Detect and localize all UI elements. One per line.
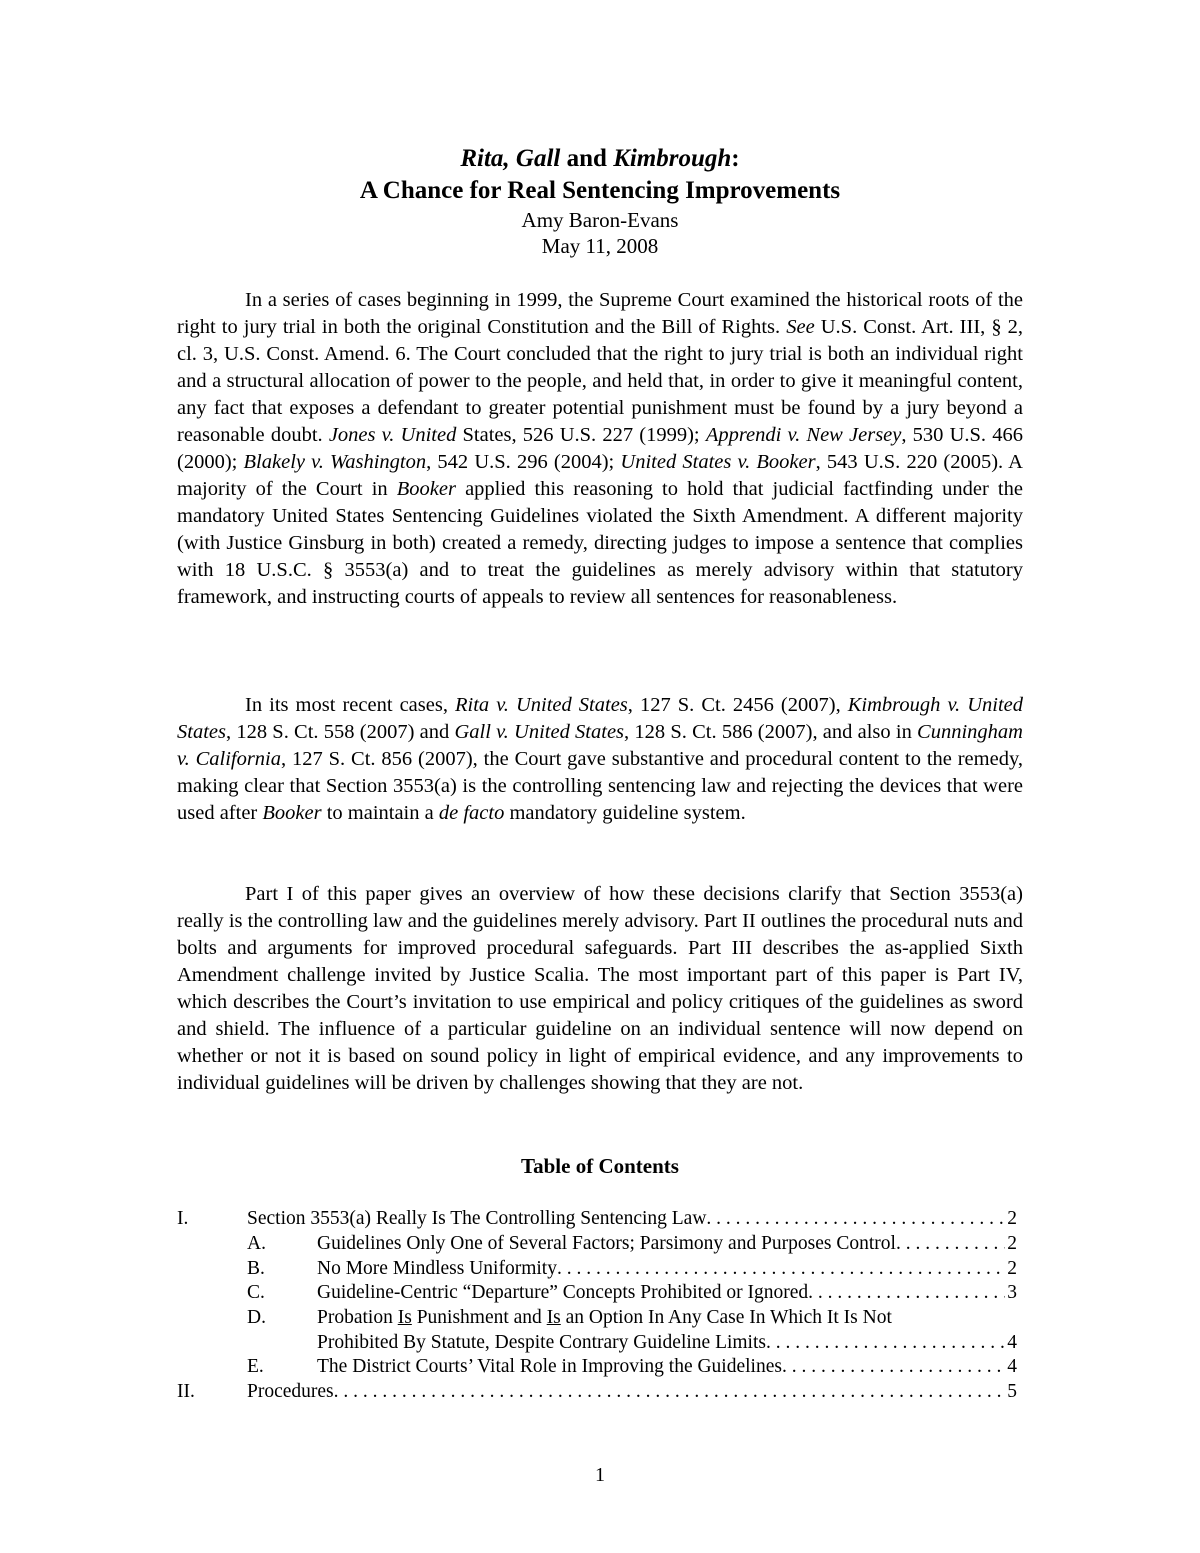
toc-page: 4 [1007,1332,1017,1353]
toc-text: Prohibited By Statute, Despite Contrary Guideline Limits [317,1332,766,1353]
toc-page: 2 [1007,1233,1017,1254]
title-and: and [560,145,614,172]
toc-number: E. [247,1356,264,1377]
italic-run: de facto [438,802,505,824]
toc-number: II. [177,1381,195,1402]
underlined-is: Is [397,1307,412,1328]
toc-leader [706,1207,1005,1231]
text-run: In its most recent cases, [245,694,455,716]
title-block [0,143,1200,259]
toc-entry-line [317,1355,1017,1379]
toc-page: 2 [1007,1208,1017,1229]
toc-page: 3 [1007,1282,1017,1303]
title-case-name-kimbrough: Kimbrough [613,145,732,172]
toc-text: Guideline-Centric “Departure” Concepts Prohibited or Ignored [317,1282,809,1303]
toc-leader [334,1380,1006,1404]
toc-text [317,1306,892,1330]
case-citation: Kimbrough v. United States [177,694,1023,743]
text-run: Probation [317,1307,398,1328]
toc-leader [557,1257,1005,1281]
case-citation: Booker [262,802,322,824]
toc-entry-line [317,1281,1017,1305]
case-citation: Blakely v. Washington [243,451,427,473]
toc-leader [896,1232,1005,1256]
toc-entry-line [317,1257,1017,1281]
toc-leader [766,1331,1005,1355]
underlined-is: Is [546,1307,561,1328]
toc-text: The District Courts’ Vital Role in Improving the Guidelines [317,1356,782,1377]
toc-leader [808,1281,1005,1305]
case-citation: Booker [396,478,456,500]
toc-heading: Table of Contents [521,1154,679,1178]
toc-number: B. [247,1258,265,1279]
page-number: 1 [595,1464,605,1486]
toc-entry-line [317,1331,1017,1355]
toc-number: D. [247,1307,266,1328]
italic-run: See [786,316,815,338]
text-run: U.S. Const. Art. III, § 2, cl. 3, U.S. Const. Amend. 6. The Court concluded that the right to jury trial is both an individual right and a structural allocation of power to the people, and held that, in order to give it meaningful content, any fact that exposes a defendant to greater potential punishment must be found by a jury beyond a reasonable doubt. [177,316,1024,446]
date: May 11, 2008 [541,234,659,258]
text-run: , 128 S. Ct. 558 (2007) and [225,721,455,743]
text-run: , 127 S. Ct. 856 (2007), the Court gave substantive and procedural content to the remedy, making clear that Section 3553(a) is the controlling sentencing law and rejecting the devices that were used after [177,748,1023,824]
toc-number: C. [247,1282,265,1303]
text-run: , 127 S. Ct. 2456 (2007), [627,694,848,716]
text-run: Part I of this paper gives an overview of how these decisions clarify that Section 3553(a) really is the controlling law and the guidelines merely advisory. Part II outlines the procedural nuts and bolts and arguments for improved procedural safeguards. Part III describes the as-applied Sixth Amendment challenge invited by Justice Scalia. The most important part of this paper is Part IV, which describes the Court’s invitation to use empirical and policy critiques of the guidelines as sword and shield. The influence of a particular guideline on an individual sentence will now depend on whether or not it is based on sound policy in light of empirical evidence, and any improvements to individual guidelines will be driven by challenges showing that they are not. [177,883,1023,1094]
toc-entry-line [317,1306,1017,1330]
toc-entry-line [247,1380,1017,1404]
text-run: , 542 U.S. 296 (2004); [426,451,621,473]
text-run: Punishment and [411,1307,547,1328]
text-run: an Option In Any Case In Which It Is Not [560,1307,892,1328]
toc-number: A. [247,1233,266,1254]
text-run: , 543 U.S. 220 (2005). A majority of the Court in [177,451,1023,500]
text-run: mandatory guideline system. [504,802,746,824]
case-citation: United States v. Booker [620,451,816,473]
toc-text: Guidelines Only One of Several Factors; Parsimony and Purposes Control [317,1233,896,1254]
toc-leader [782,1355,1005,1379]
toc-page: 5 [1007,1381,1017,1402]
toc-text: Section 3553(a) Really Is The Controlling Sentencing Law [247,1208,707,1229]
paragraph-recent-cases [177,692,1023,827]
text-run: States, 526 U.S. 227 (1999); [456,424,706,446]
text-run: In a series of cases beginning in 1999, the Supreme Court examined the historical roots of the right to jury trial in both the original Constitution and the Bill of Rights. [177,289,1023,338]
toc-text: Procedures [247,1381,334,1402]
title-colon: : [731,145,740,172]
case-citation: Cunningham v. California [177,721,1023,770]
toc-text: No More Mindless Uniformity [317,1258,557,1279]
toc-entry-line [317,1232,1017,1256]
case-citation: Rita v. United States [455,694,628,716]
text-run: applied this reasoning to hold that judicial factfinding under the mandatory United States Sentencing Guidelines violated the Sixth Amendment. A different majority (with Justice Ginsburg in both) created a remedy, directing judges to impose a sentence that complies with 18 U.S.C. § 3553(a) and to treat the guidelines as merely advisory within that statutory framework, and instructing courts of appeals to review all sentences for reasonableness. [177,478,1023,608]
text-run: , 530 U.S. 466 (2000); [177,424,1023,473]
paragraph-overview [177,881,1023,1097]
case-citation: Gall v. United States [454,721,625,743]
paragraph-intro [177,287,1023,611]
text-run: to maintain a [321,802,439,824]
case-citation: Jones v. United [328,424,457,446]
author: Amy Baron-Evans [521,208,679,232]
toc-number: I. [177,1208,189,1229]
text-run: , 128 S. Ct. 586 (2007), and also in [624,721,918,743]
toc-page: 2 [1007,1258,1017,1279]
title-case-names: Rita, Gall [460,145,561,172]
toc-entry-line [247,1207,1017,1231]
document-title [0,143,1200,175]
toc-page: 4 [1007,1356,1017,1377]
document-subtitle: A Chance for Real Sentencing Improvements [359,177,841,204]
case-citation: Apprendi v. New Jersey [705,424,902,446]
